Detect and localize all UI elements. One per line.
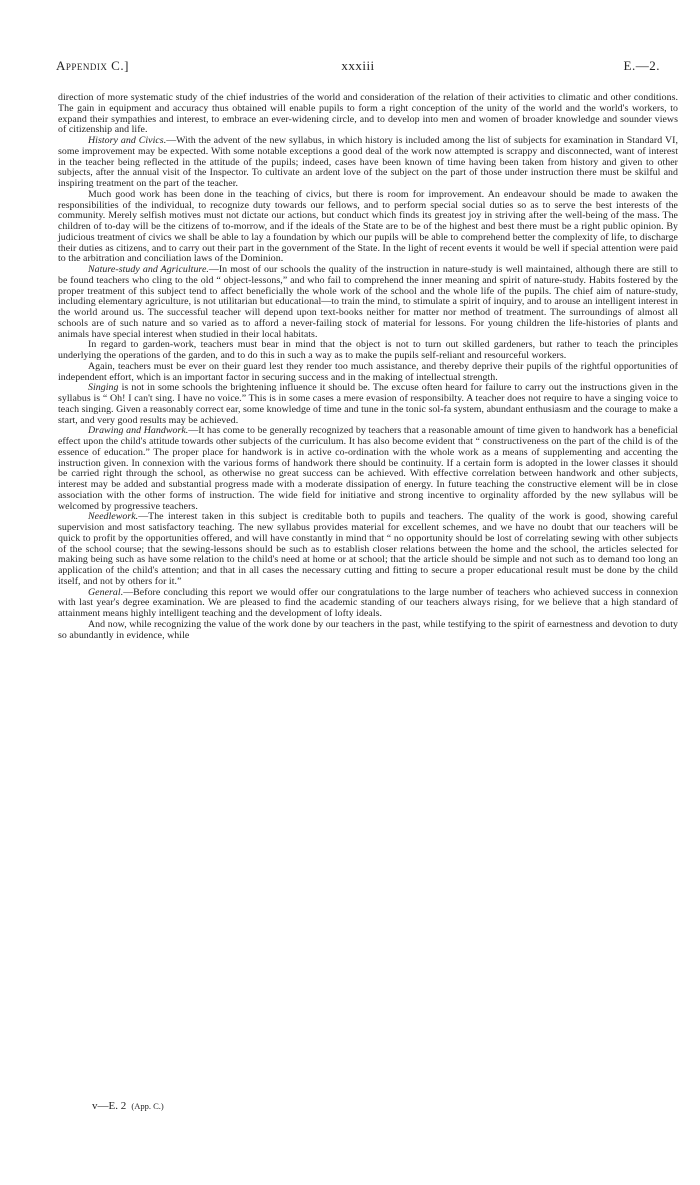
signature-mark: v—E. 2 <box>92 1100 127 1112</box>
running-header <box>56 58 660 78</box>
section-heading: Nature-study and Agriculture. <box>88 264 209 275</box>
report-body <box>58 93 678 641</box>
paragraph-closing: And now, while recognizing the value of the work done by our teachers in the past, while testifying to the spirit of earnestness and devotion to duty so abundantly in evidence, while <box>58 618 678 641</box>
section-heading: Drawing and Handwork. <box>88 425 189 437</box>
paragraph-needlework: Needlework.—The interest taken in this subject is creditable both to pupils and teachers. The quality of the work is good, showing careful supervision and most satisfactory teaching. The new syllabus provides material for excellent schemes, and we have no doubt that our teachers will be quick to profit by the opportunities offered, and will have constantly in mind that “ no opportunity should be lost of correlating sewing with other subjects of the school course; that the sewing-lessons should be such as to establish closer relations between the home and the school, the articles selected for making being such as have some relation to the child's need at home or at school; that the article should be simple and not such as to demand too long an application of the child's attention; and that in all cases the necessary cutting and fitting to secure a proper educational result must be done by the child itself, and not by others for it.” <box>58 511 678 587</box>
section-heading: Needlework. <box>88 511 139 523</box>
printer-signature <box>92 1100 164 1112</box>
paragraph-assistance: Again, teachers must be ever on their guard lest they render too much assistance, and thereby deprive their pupils of the rightful opportunities of independent effort, which is an important factor in securing success and in the making of intellectual strength. <box>58 360 678 383</box>
section-heading: General. <box>88 586 124 598</box>
paragraph-general: General.—Before concluding this report we would offer our congratulations to the large number of teachers who achieved success in connexion with last year's degree examination. We are pleased to find the academic standing of our teachers always rising, for we believe that a high standard of attainment means highly intelligent teaching and the development of lofty ideals. <box>58 586 678 619</box>
document-code: E.—2. <box>623 58 660 73</box>
paragraph-history-civics: History and Civics.—With the advent of the new syllabus, in which history is included among the list of subjects for examination in Standard VI, some improvement may be expected. With some notable exceptions a good deal of the work now attempted is scrappy and disconnected, want of interest in the teacher being reflected in the attitude of the pupils; indeed, cases have been known of time having been taken from history and given to other subjects, after the annual visit of the Inspector. To cultivate an ardent love of the subject on the part of those under instruction there must be skilful and inspiring treatment on the part of the teacher. <box>58 135 678 189</box>
paragraph-garden-work: In regard to garden-work, teachers must bear in mind that the object is not to turn out skilled gardeners, but rather to teach the principles underlying the operations of the garden, and to do this in such a way as to make the pupils self-reliant and resourceful workers. <box>58 339 678 361</box>
paragraph-singing: Singing is not in some schools the brightening influence it should be. The excuse often heard for failure to carry out the instructions given in the syllabus is “ Oh! I can't sing. I have no voice.” This is in some cases a mere evasion of responsibilty. A teacher does not require to have a singing voice to teach singing. Given a reasonably correct ear, some knowledge of time and tune in the tonic sol-fa system, abundant enthusiasm and the courage to make a start, and very good results may be achieved. <box>58 382 678 426</box>
signature-appendix: (App. C.) <box>129 1101 164 1111</box>
paragraph-geography-continued: direction of more systematic study of the chief industries of the world and consideration of the relation of their activities to climatic and other conditions. The gain in equipment and accuracy thus obtained will enable pupils to form a right conception of the unity of the world and the world's workers, to expand their sympathies and interest, to embrace an ever-widening circle, and to develop into men and women of broader knowledge and sounder views of citizenship and life. <box>58 92 678 136</box>
paragraph-civics: Much good work has been done in the teaching of civics, but there is room for improvement. An endeavour should be made to awaken the responsibilities of the individual, to recognize duty towards our fellows, and to perform special social duties so as to serve the best interests of the community. Merely selfish motives must not dictate our actions, but conduct which finds its greatest joy in striving after the well-being of the mass. The children of to-day will be the citizens of to-morrow, and if the ideals of the State are to be of the highest and best there must be a right public opinion. By judicious treatment of civics we shall be able to lay a foundation by which our pupils will be able to comprehend better the complexity of life, to discharge their duties as citizens, and to carry out their part in the government of the State. In the light of recent events it would be well if special attention were paid to the arbitration and conciliation laws of the Dominion. <box>58 188 678 265</box>
paragraph-nature-study: Nature-study and Agriculture.—In most of our schools the quality of the instruction in nature-study is well maintained, although there are still to be found teachers who cling to the old “ object-lessons,” and who fail to comprehend the inner meaning and spirit of nature-study. Habits fostered by the proper treatment of this subject tend to affect beneficially the whole work of the school and the whole life of the pupils. The chief aim of nature-study, including elementary agriculture, is not utilitarian but educational—to train the mind, to stimulate a spirit of inquiry, and to arouse an intelligent interest in the world around us. The successful teacher will depend upon text-books neither for matter nor method of treatment. The surroundings of almost all schools are of such nature and so varied as to afford a never-failing stock of material for lessons. For young children the life-histories of plants and animals have special interest when studied in their local habitats. <box>58 264 678 340</box>
paragraph-drawing-handwork: Drawing and Handwork.—It has come to be generally recognized by teachers that a reasonable amount of time given to handwork has a beneficial effect upon the child's attitude towards other subjects of the curriculum. It has also become evident that “ constructiveness on the part of the child is of the essence of education.” The proper place for handwork is in active co-ordination with the whole work as a means of supplementing and accenting the instruction given. In connexion with the various forms of handwork there should be continuity. If a certain form is adopted in the lower classes it should be carried right through the school, as otherwise no great success can be achieved. With effective correlation between handwork and other subjects, interest may be added and substantial progress made with a moderate dissipation of energy. In future teaching the constructive element will be in close association with the other forms of instruction. The wide field for initiative and strong incentive to orginality afforded by the new syllabus will be welcomed by progressive teachers. <box>58 425 678 512</box>
header-appendix-label: Appendix C.] <box>56 58 129 73</box>
section-heading: History and Civics. <box>88 135 167 146</box>
page-number: xxxiii <box>341 58 375 73</box>
section-heading: Singing <box>88 382 119 394</box>
